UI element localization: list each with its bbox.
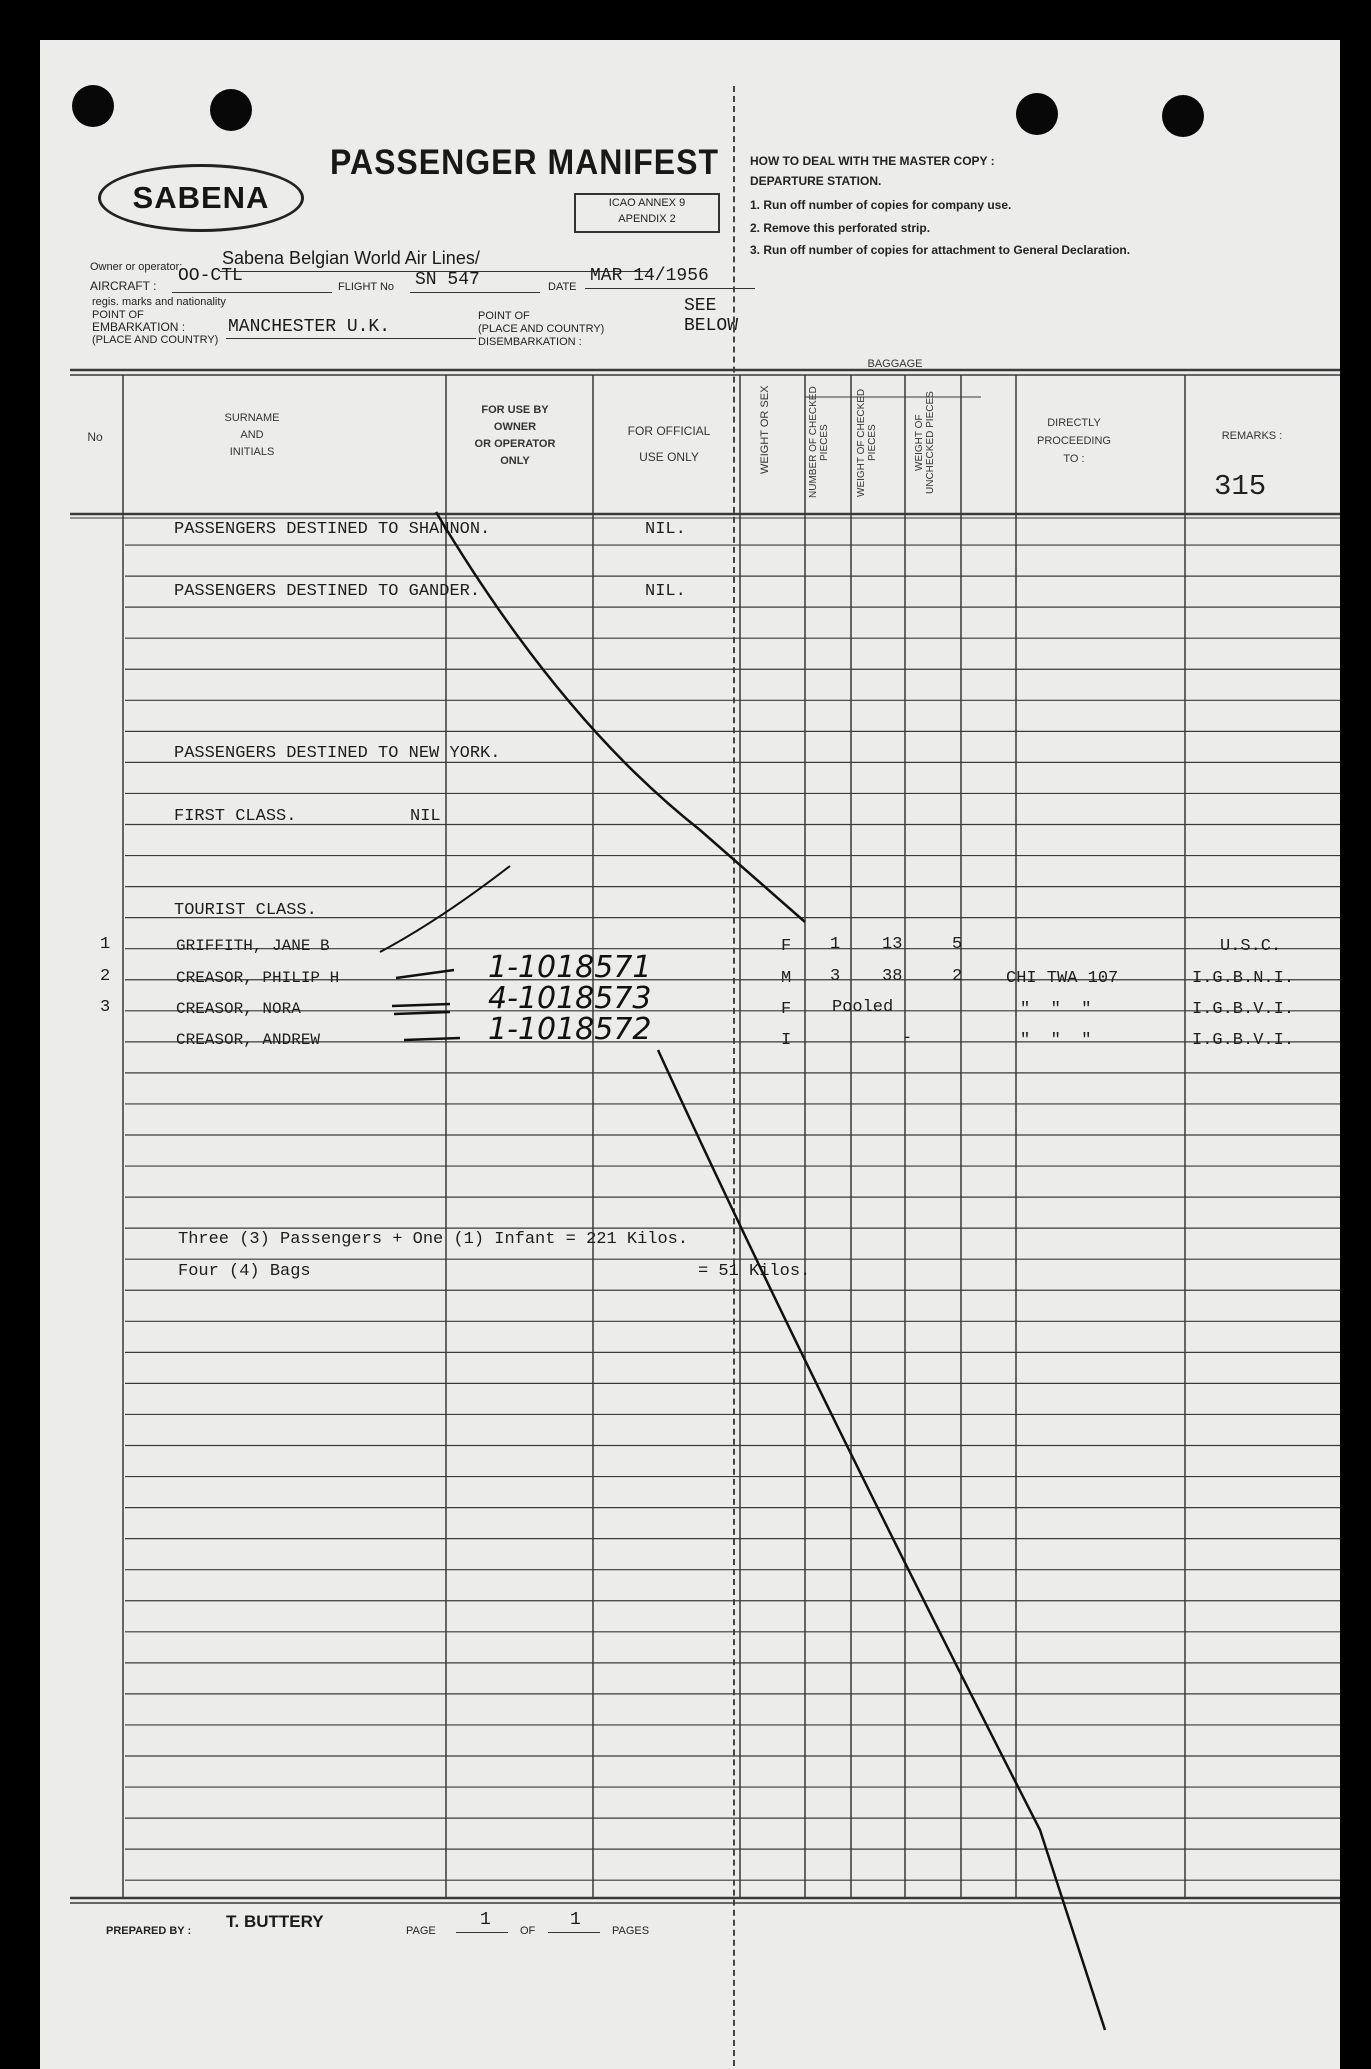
header-line: TO : — [1063, 453, 1085, 465]
totals-bags-weight: = 51 Kilos. — [698, 1262, 811, 1281]
col-num-checked-header: NUMBER OF CHECKED PIECES — [808, 386, 830, 499]
logo-text: SABENA — [132, 180, 270, 215]
passenger-remarks: I.G.B.V.I. — [1192, 1031, 1295, 1050]
prepared-label: PREPARED BY : — [106, 1925, 192, 1937]
hand-dash — [404, 1038, 460, 1040]
handwritten-strike-lines — [40, 40, 1340, 2069]
section-gander-status: NIL. — [645, 582, 686, 601]
strike-line-lower — [658, 1050, 1105, 2030]
header-line: SURNAME — [224, 412, 280, 424]
page-label: PAGE — [406, 1925, 436, 1937]
passenger-no: 2 — [100, 967, 111, 986]
embark-label: (PLACE AND COUNTRY) — [92, 334, 219, 346]
disembark-label: POINT OF — [478, 310, 530, 322]
header-line: FOR USE BY — [481, 404, 549, 416]
passenger-remarks: I.G.B.V.I. — [1192, 1000, 1295, 1019]
of-label: OF — [520, 1925, 536, 1937]
passenger-sex: I — [781, 1031, 792, 1050]
manifest-page — [40, 40, 1340, 2069]
disembark-label: DISEMBARKATION : — [478, 336, 582, 348]
header-line: OR OPERATOR — [474, 438, 556, 450]
instruction-item: 1. Run off number of copies for company use. — [750, 198, 1012, 212]
page-title: PASSENGER MANIFEST — [330, 142, 719, 182]
page-value: 1 — [480, 1910, 491, 1930]
disembark-label: (PLACE AND COUNTRY) — [478, 323, 605, 335]
aircraft-value: OO-CTL — [178, 266, 243, 286]
embark-label: EMBARKATION : — [92, 320, 186, 334]
header-line: ONLY — [500, 455, 530, 467]
instructions-subheading: DEPARTURE STATION. — [750, 174, 882, 188]
header-line: DIRECTLY — [1047, 417, 1101, 429]
hand-dash — [396, 970, 454, 978]
embark-label: POINT OF — [92, 309, 144, 321]
instructions-heading: HOW TO DEAL WITH THE MASTER COPY : — [750, 154, 995, 168]
first-class-status: NIL — [410, 807, 441, 826]
passenger-no: 1 — [100, 935, 111, 954]
flight-label: FLIGHT No — [338, 281, 395, 293]
section-shannon-status: NIL. — [645, 520, 686, 539]
header-line: PROCEEDING — [1037, 435, 1111, 447]
embark-value: MANCHESTER U.K. — [228, 317, 391, 337]
prepared-value: T. BUTTERY — [226, 1912, 324, 1931]
strike-line-upper — [436, 512, 805, 922]
disembark-value: SEE — [684, 296, 717, 316]
col-remarks-header: REMARKS : — [1221, 430, 1283, 442]
flight-value: SN 547 — [415, 270, 480, 290]
icao-line: APENDIX 2 — [618, 213, 676, 225]
disembark-value: BELOW — [684, 316, 739, 336]
hand-dash — [392, 1004, 450, 1014]
totals-passengers: Three (3) Passengers + One (1) Infant = 221 Kilos. — [178, 1230, 689, 1249]
ticket-number: 4-1018573 — [488, 981, 652, 1016]
icao-line: ICAO ANNEX 9 — [608, 197, 686, 209]
passenger-unchecked: 5 — [952, 935, 963, 954]
passenger-weight: 38 — [882, 967, 903, 986]
col-no-header: No — [87, 430, 103, 444]
passenger-proceeding: " " " — [1020, 1000, 1092, 1019]
section-shannon: PASSENGERS DESTINED TO SHANNON. — [174, 520, 491, 539]
pages-label: PAGES — [612, 1925, 650, 1937]
passenger-name: CREASOR, ANDREW — [176, 1031, 321, 1049]
header-line: OWNER — [493, 421, 537, 433]
section-gander: PASSENGERS DESTINED TO GANDER. — [174, 582, 481, 601]
passenger-weight: - — [902, 1029, 913, 1048]
passenger-sex: F — [781, 1000, 792, 1019]
section-new-york: PASSENGERS DESTINED TO NEW YORK. — [174, 744, 501, 763]
passenger-remarks: U.S.C. — [1220, 937, 1282, 956]
passenger-unchecked: 2 — [952, 967, 963, 986]
passenger-pieces: 1 — [830, 935, 841, 954]
ticket-number: 1-1018572 — [488, 1012, 652, 1047]
header-line: FOR OFFICIAL — [627, 424, 711, 438]
passenger-proceeding: " " " — [1020, 1031, 1092, 1050]
col-wt-unchecked-header: WEIGHT OF UNCHECKED PIECES — [914, 391, 936, 494]
col-wt-checked-header: WEIGHT OF CHECKED PIECES — [856, 388, 878, 497]
passenger-sex: M — [781, 969, 792, 988]
check-mark — [380, 866, 510, 952]
of-value: 1 — [570, 1910, 581, 1930]
passenger-name: CREASOR, NORA — [176, 1000, 301, 1018]
header-line: INITIALS — [229, 446, 275, 458]
passenger-pieces: 3 — [830, 967, 841, 986]
aircraft-label: AIRCRAFT : — [90, 279, 157, 293]
instruction-item: 3. Run off number of copies for attachment to General Declaration. — [750, 243, 1131, 257]
date-label: DATE — [548, 281, 577, 293]
instruction-item: 2. Remove this perforated strip. — [750, 221, 931, 235]
header-line: USE ONLY — [639, 450, 699, 464]
col-baggage-header: BAGGAGE — [867, 358, 923, 370]
passenger-remarks: I.G.B.N.I. — [1192, 969, 1295, 988]
passenger-name: CREASOR, PHILIP H — [176, 969, 340, 987]
passenger-weight: 13 — [882, 935, 903, 954]
passenger-proceeding: CHI TWA 107 — [1006, 969, 1119, 988]
passenger-name: GRIFFITH, JANE B — [176, 937, 330, 955]
owner-value: Sabena Belgian World Air Lines/ — [222, 248, 480, 268]
passenger-no: 3 — [100, 998, 111, 1017]
col-weight-sex-header: WEIGHT OR SEX — [759, 385, 771, 475]
passenger-pieces: Pooled — [832, 998, 894, 1017]
page-number-stamp: 315 — [1214, 470, 1267, 503]
owner-label: Owner or operator: — [90, 261, 183, 273]
first-class-label: FIRST CLASS. — [174, 807, 297, 826]
ticket-number: 1-1018571 — [488, 950, 652, 985]
regis-label: regis. marks and nationality — [92, 296, 226, 308]
passenger-sex: F — [781, 937, 792, 956]
totals-bags: Four (4) Bags — [178, 1262, 311, 1281]
tourist-class-label: TOURIST CLASS. — [174, 901, 317, 920]
date-value: MAR 14/1956 — [590, 266, 709, 286]
header-line: AND — [240, 429, 264, 441]
